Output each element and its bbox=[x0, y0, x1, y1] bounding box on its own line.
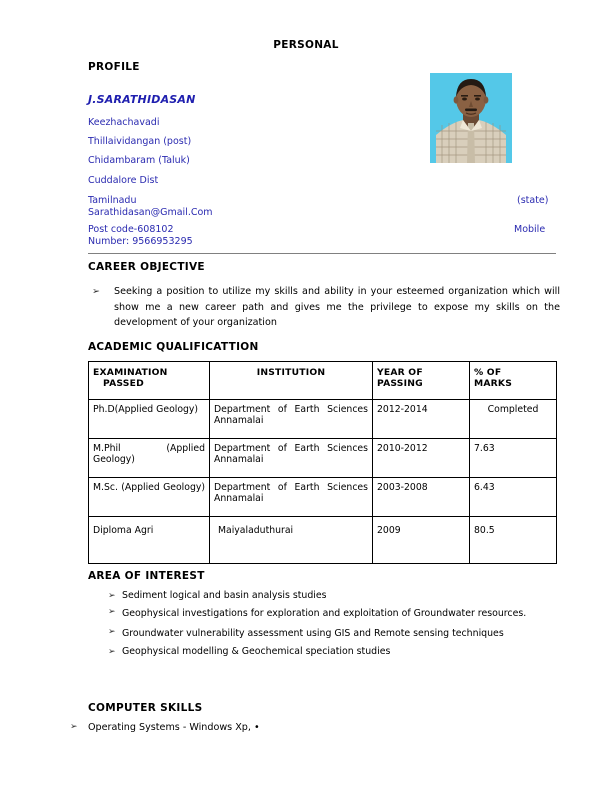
cell-examination: Ph.D(Applied Geology) bbox=[89, 400, 210, 439]
address-line-3: Chidambaram (Taluk) bbox=[88, 155, 190, 166]
cell-examination: M.Phil (Applied Geology) bbox=[89, 439, 210, 478]
email-address: Sarathidasan@Gmail.Com bbox=[88, 207, 213, 218]
column-header-institution bbox=[210, 362, 373, 400]
column-header-year-line1: YEAR OF bbox=[377, 367, 423, 378]
cell-institution: Maiyaladuthurai bbox=[210, 517, 373, 564]
arrow-bullet-icon: ➢ bbox=[92, 286, 100, 297]
label-state: (state) bbox=[517, 195, 549, 206]
post-code: Post code-608102 bbox=[88, 224, 174, 235]
list-item bbox=[108, 644, 558, 660]
cell-marks: 6.43 bbox=[470, 478, 557, 517]
address-line-2: Thillaividangan (post) bbox=[88, 136, 192, 147]
table-row bbox=[89, 400, 557, 439]
column-header-examination-line1: EXAMINATION bbox=[93, 367, 168, 378]
table-row bbox=[89, 439, 557, 478]
column-header-marks-line1: % OF bbox=[474, 367, 502, 378]
address-line-1: Keezhachavadi bbox=[88, 117, 160, 128]
list-item bbox=[108, 604, 558, 624]
applicant-photo bbox=[430, 73, 512, 163]
table-header-row bbox=[89, 362, 557, 400]
column-header-marks-line2: MARKS bbox=[474, 378, 513, 389]
cell-year: 2009 bbox=[373, 517, 470, 564]
horizontal-divider bbox=[88, 253, 556, 254]
address-line-state: Tamilnadu bbox=[88, 195, 137, 206]
mobile-number: Number: 9566953295 bbox=[88, 236, 193, 247]
list-item bbox=[108, 588, 558, 604]
section-heading-profile: PROFILE bbox=[88, 61, 140, 73]
cell-marks: Completed bbox=[470, 400, 557, 439]
page-title-personal: PERSONAL bbox=[273, 39, 339, 51]
cell-institution: Department of Earth Sciences Annamalai bbox=[210, 439, 373, 478]
arrow-bullet-icon: ➢ bbox=[108, 627, 116, 637]
section-heading-computer-skills: COMPUTER SKILLS bbox=[88, 702, 203, 714]
cell-examination: Diploma Agri bbox=[89, 517, 210, 564]
career-objective-text: Seeking a position to utilize my skills and ability in your esteemed organization which will show me a new career path and gives me the privilege to expose my skills on the development of your organization bbox=[114, 286, 560, 328]
cell-marks: 80.5 bbox=[470, 517, 557, 564]
column-header-year bbox=[373, 362, 470, 400]
applicant-name: J.SARATHIDASAN bbox=[88, 93, 196, 106]
address-line-4: Cuddalore Dist bbox=[88, 175, 159, 186]
area-of-interest-list bbox=[108, 588, 558, 660]
list-item bbox=[108, 624, 558, 644]
table-row bbox=[89, 478, 557, 517]
career-objective-item bbox=[92, 284, 560, 331]
arrow-bullet-icon: ➢ bbox=[108, 607, 116, 617]
list-item-text: Geophysical investigations for exploration and exploitation of Groundwater resources. bbox=[122, 608, 527, 619]
cell-institution: Department of Earth Sciences Annamalai bbox=[210, 400, 373, 439]
list-item-text: Sediment logical and basin analysis studies bbox=[122, 590, 327, 601]
arrow-bullet-icon: ➢ bbox=[108, 647, 116, 657]
cell-year: 2012-2014 bbox=[373, 400, 470, 439]
computer-skills-list bbox=[70, 720, 550, 735]
list-item-text: Operating Systems - Windows Xp, • bbox=[88, 722, 260, 733]
label-mobile: Mobile bbox=[514, 224, 546, 235]
list-item bbox=[70, 720, 550, 735]
list-item-text: Groundwater vulnerability assessment using GIS and Remote sensing techniques bbox=[122, 628, 504, 639]
column-header-examination-line2: PASSED bbox=[103, 378, 144, 389]
cell-year: 2003-2008 bbox=[373, 478, 470, 517]
cell-institution: Department of Earth Sciences Annamalai bbox=[210, 478, 373, 517]
arrow-bullet-icon: ➢ bbox=[70, 722, 78, 732]
cell-marks: 7.63 bbox=[470, 439, 557, 478]
career-objective-block bbox=[92, 284, 560, 331]
cell-year: 2010-2012 bbox=[373, 439, 470, 478]
list-item-text: Geophysical modelling & Geochemical speciation studies bbox=[122, 646, 391, 657]
portrait-illustration bbox=[430, 73, 512, 163]
column-header-marks bbox=[470, 362, 557, 400]
section-heading-career-objective: CAREER OBJECTIVE bbox=[88, 261, 205, 273]
column-header-examination bbox=[89, 362, 210, 400]
section-heading-area-of-interest: AREA OF INTEREST bbox=[88, 570, 205, 582]
arrow-bullet-icon: ➢ bbox=[108, 591, 116, 601]
column-header-institution-line1: INSTITUTION bbox=[256, 367, 326, 378]
section-heading-academic-qualification: ACADEMIC QUALIFICATTION bbox=[88, 341, 259, 353]
academic-qualification-table bbox=[88, 361, 557, 564]
column-header-year-line2: PASSING bbox=[377, 378, 423, 389]
table-row bbox=[89, 517, 557, 564]
cell-examination: M.Sc. (Applied Geology) bbox=[89, 478, 210, 517]
